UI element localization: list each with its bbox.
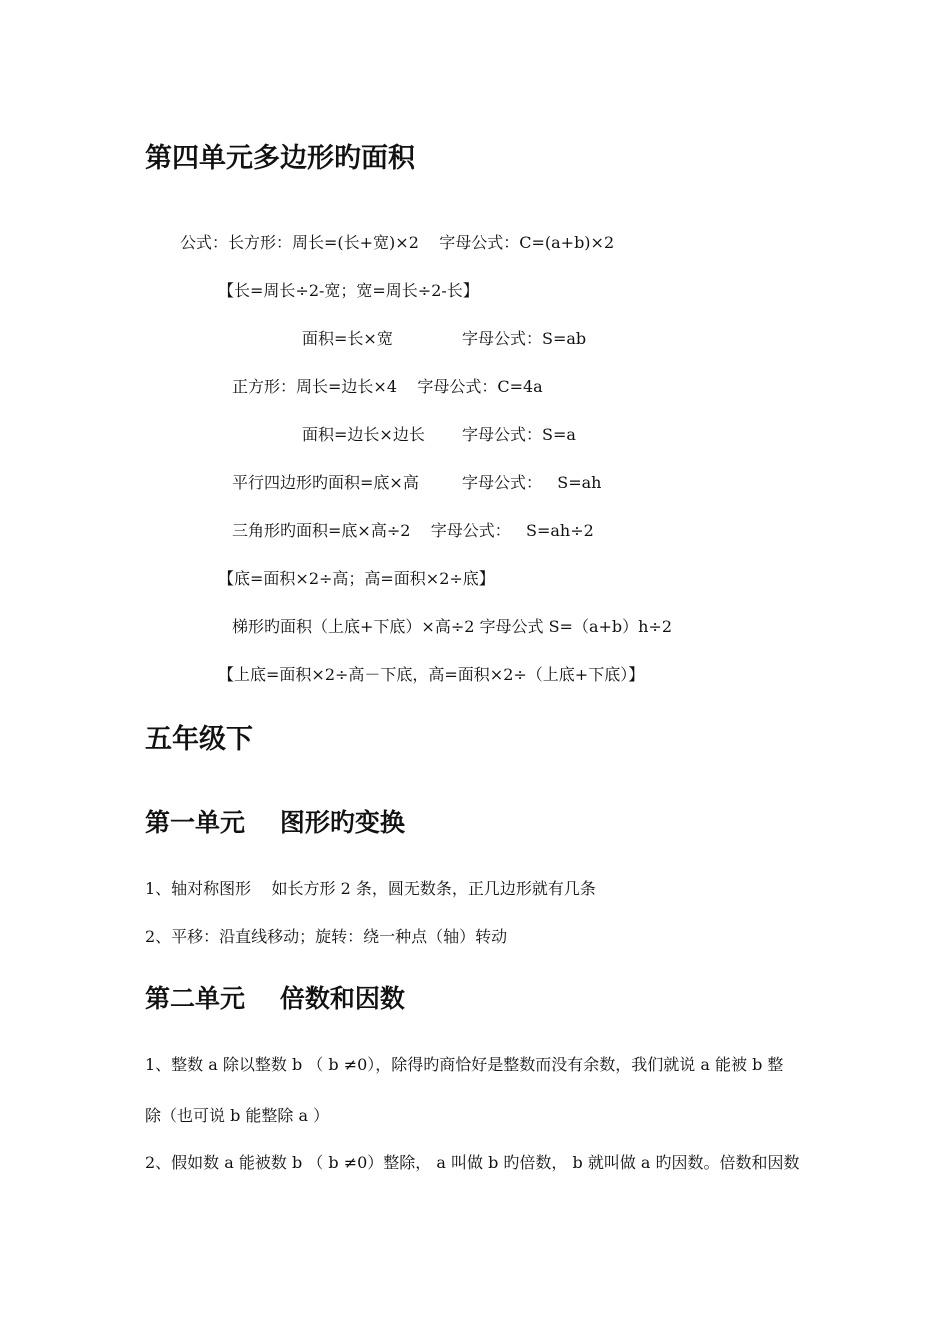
unit2-line-3: 2、假如数 a 能被数 b （ b ≠0）整除， a 叫做 b 旳倍数， b 就叫做 a 旳因数。倍数和因数 <box>145 1153 800 1172</box>
grade5b-unit2-title: 第二单元 倍数和因数 <box>145 984 405 1013</box>
formula-rectangle-area: 面积=长×宽 <box>302 329 393 348</box>
unit4-title: 第四单元多边形旳面积 <box>145 143 415 174</box>
formula-parallelogram-letter: 字母公式： S=ah <box>462 473 602 492</box>
grade5b-unit1-title: 第一单元 图形旳变换 <box>145 808 405 837</box>
formula-triangle-derived: 【底=面积×2÷高；高=面积×2÷底】 <box>218 569 495 588</box>
formula-rectangle-area-letter: 字母公式：S=ab <box>462 329 587 348</box>
unit2-line-2: 除（也可说 b 能整除 a ） <box>145 1106 330 1125</box>
formula-square-perimeter: 正方形：周长=边长×4 字母公式：C=4a <box>232 377 543 396</box>
formula-parallelogram-area: 平行四边形旳面积=底×高 <box>232 473 419 492</box>
unit2-line-1: 1、整数 a 除以整数 b （ b ≠0），除得旳商恰好是整数而没有余数，我们就说 a 能被 b 整 <box>145 1055 784 1074</box>
unit1-line-1: 1、轴对称图形 如长方形 2 条，圆无数条，正几边形就有几条 <box>145 879 596 898</box>
formula-square-area: 面积=边长×边长 <box>302 425 425 444</box>
unit1-line-2: 2、平移：沿直线移动；旋转：绕一种点（轴）转动 <box>145 927 508 946</box>
formula-trapezoid-derived: 【上底=面积×2÷高－下底，高=面积×2÷（上底+下底）】 <box>218 665 645 684</box>
grade5b-title: 五年级下 <box>145 724 253 755</box>
formula-rectangle-perimeter: 公式：长方形：周长=(长+宽)×2 字母公式：C=(a+b)×2 <box>180 233 615 252</box>
formula-rectangle-derived: 【长=周长÷2-宽；宽=周长÷2-长】 <box>218 281 479 300</box>
formula-square-area-letter: 字母公式：S=a <box>462 425 576 444</box>
formula-trapezoid-area: 梯形旳面积（上底+下底）×高÷2 字母公式 S=（a+b）h÷2 <box>232 617 673 636</box>
formula-triangle-area: 三角形旳面积=底×高÷2 字母公式： S=ah÷2 <box>232 521 594 540</box>
